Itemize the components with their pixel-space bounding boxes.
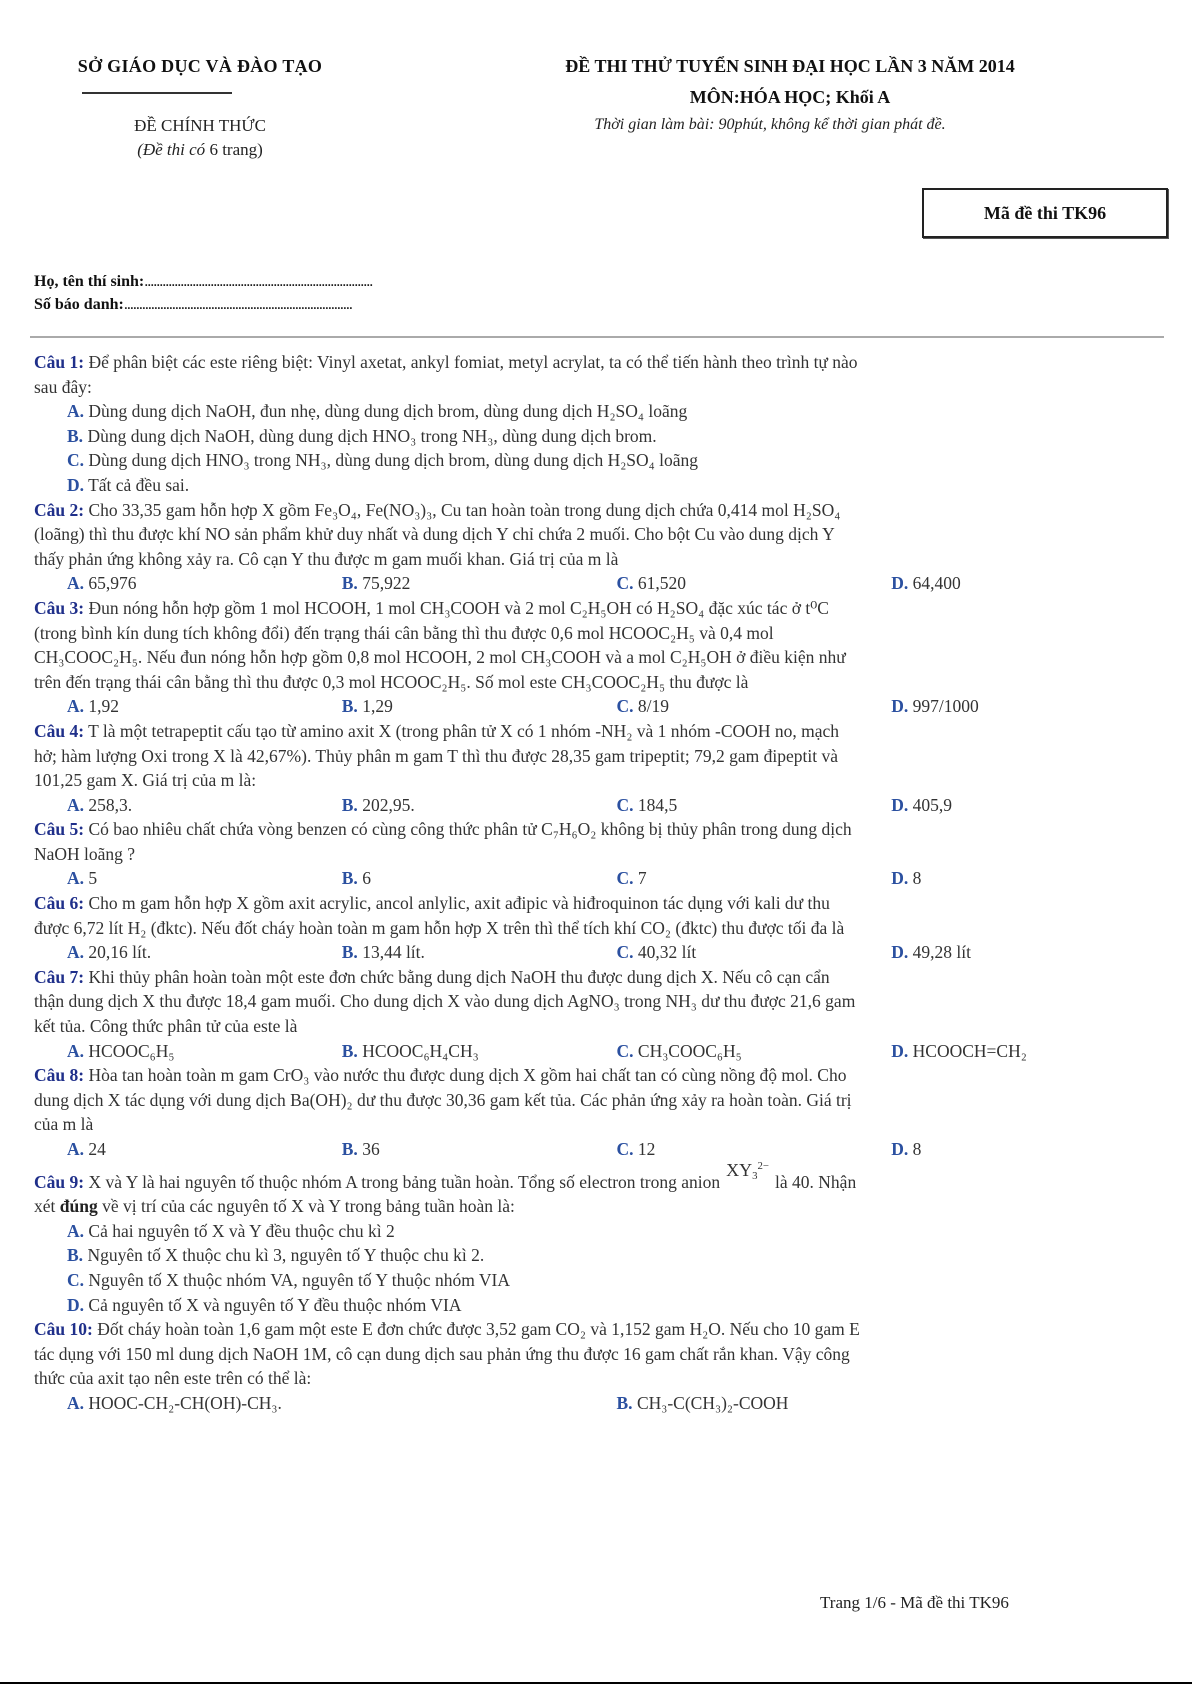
option-a[interactable]: A. 5 — [67, 868, 98, 889]
option-b[interactable]: B. 13,44 lít. — [341, 942, 425, 963]
question-2 — [34, 498, 1166, 596]
option-d[interactable]: D. 997/1000 — [891, 696, 979, 717]
option-b[interactable]: B. Dùng dung dịch NaOH, dùng dung dịch HNO₃ trong NH₃, dùng dung dịch brom. — [67, 425, 657, 446]
option-c[interactable]: C. 40,32 lít — [616, 942, 697, 963]
question-text: sau đây: — [34, 376, 92, 397]
question-text: Cho m gam hỗn hợp X gồm axit acrylic, ancol anlylic, axit ađipic và hiđroquinon tác dụng với kali dư thu — [84, 893, 830, 914]
question-text: thấy phản ứng không xảy ra. Cô cạn Y thu được m gam muối khan. Giá trị của m là — [34, 548, 619, 569]
question-text: tác dụng với 150 ml dung dịch NaOH 1M, cô cạn dung dịch sau phản ứng thu được 16 gam chất rắn khan. Vậy công — [34, 1343, 850, 1364]
question-10 — [34, 1317, 1166, 1415]
options-row — [34, 694, 1166, 719]
question-label: Câu 3: — [34, 597, 85, 618]
exam-subject: MÔN:HÓA HỌC; Khối A — [689, 87, 891, 107]
candidate-name-field[interactable] — [34, 273, 372, 291]
option-a[interactable]: A. 65,976 — [67, 573, 137, 594]
questions-body — [34, 350, 1166, 1416]
options-row — [34, 1391, 1166, 1416]
question-text: thức của axit tạo nên este trên có thể là: — [34, 1368, 312, 1389]
option-a[interactable]: A. 24 — [67, 1139, 106, 1159]
page-count-rest: 6 trang) — [209, 140, 263, 159]
section-divider — [30, 336, 1164, 338]
question-text: Cho 33,35 gam hỗn hợp X gồm Fe₃O₄, Fe(NO₃)₃, Cu tan hoàn toàn trong dung dịch chứa 0,414 mol H₂SO₄ — [84, 499, 841, 520]
option-a[interactable]: A. Cả hai nguyên tố X và Y đều thuộc chu kì 2 — [67, 1220, 395, 1241]
department-title: SỞ GIÁO DỤC VÀ ĐÀO TẠO — [77, 56, 323, 76]
question-label: Câu 9: — [34, 1171, 85, 1192]
page-count-note — [40, 140, 360, 160]
option-a[interactable]: A. Dùng dung dịch NaOH, đun nhẹ, dùng dung dịch brom, dùng dung dịch H₂SO₄ loãng — [67, 401, 688, 422]
question-text: Khi thủy phân hoàn toàn một este đơn chức bằng dung dịch NaOH thu được dung dịch X. Nếu cô cạn cẩn — [84, 966, 830, 987]
question-text: Để phân biệt các este riêng biệt: Vinyl axetat, ankyl fomiat, metyl acrylat, ta có thể tiến hành theo trình tự nào — [84, 352, 858, 372]
question-label: Câu 7: — [34, 966, 85, 987]
question-text: Có bao nhiêu chất chứa vòng benzen có cùng công thức phân tử C₇H₆O₂ không bị thủy phân trong dung dịch — [84, 819, 852, 840]
question-4 — [34, 719, 1166, 817]
option-b[interactable]: B. 1,29 — [341, 696, 393, 717]
question-text: dung dịch X tác dụng với dung dịch Ba(OH)₂ dư thu được 30,36 gam kết tủa. Các phản ứng xảy ra hoàn toàn. Giá trị — [34, 1089, 852, 1110]
question-3 — [34, 596, 1166, 719]
option-c[interactable]: C. 61,520 — [616, 573, 687, 594]
option-c[interactable]: C. 7 — [616, 868, 647, 889]
question-text: (trong bình kín dung tích không đổi) đến trạng thái cân bằng thì thu được 0,6 mol HCOOC₂H₅ và 0,4 mol — [34, 622, 774, 643]
exam-time: Thời gian làm bài: 90phút, không kể thời gian phát đề. — [594, 116, 946, 133]
option-c[interactable]: C. Nguyên tố X thuộc nhóm VA, nguyên tố Y thuộc nhóm VIA — [67, 1269, 510, 1290]
question-text: kết tủa. Công thức phân tử của este là — [34, 1016, 298, 1037]
candidate-id-field[interactable] — [34, 296, 352, 314]
exam-title: ĐỀ THI THỬ TUYỂN SINH ĐẠI HỌC LẦN 3 NĂM 2014 — [565, 56, 1015, 76]
options-row — [34, 1137, 1166, 1162]
anion-formula: $XY_3^{2-}$ — [726, 1159, 770, 1182]
question-text: là 40. Nhận — [775, 1171, 857, 1192]
option-c[interactable]: C. 8/19 — [616, 696, 670, 717]
question-label: Câu 6: — [34, 893, 85, 914]
option-d[interactable]: D. 405,9 — [891, 794, 953, 815]
option-d[interactable]: D. Cả nguyên tố X và nguyên tố Y đều thuộc nhóm VIA — [67, 1294, 462, 1315]
question-5 — [34, 817, 1166, 891]
candidate-name-dots[interactable]: ............................................................................ — [144, 273, 373, 290]
exam-code-box — [922, 188, 1168, 238]
options-row — [34, 571, 1166, 596]
question-text: Đun nóng hỗn hợp gồm 1 mol HCOOH, 1 mol CH₃COOH và 2 mol C₂H₅OH có H₂SO₄ đặc xúc tác ở t⁰C — [84, 597, 829, 618]
option-b[interactable]: B. 75,922 — [341, 573, 411, 594]
official-label: ĐỀ CHÍNH THỨC — [134, 116, 266, 135]
question-text: CH₃COOC₂H₅. Nếu đun nóng hỗn hợp gồm 0,8 mol HCOOH, 2 mol CH₃COOH và a mol C₂H₅OH ở điều kiện như — [34, 647, 846, 668]
option-b[interactable]: B. 36 — [341, 1139, 380, 1159]
page-count-italic: (Đề thi có — [137, 140, 206, 159]
option-c[interactable]: C. 184,5 — [616, 794, 678, 815]
question-1 — [34, 350, 1166, 498]
question-7 — [34, 965, 1166, 1063]
candidate-id-label: Số báo danh: — [34, 296, 124, 313]
question-text: của m là — [34, 1114, 94, 1135]
header-divider — [82, 92, 232, 94]
exam-code: Mã đề thi TK96 — [983, 202, 1107, 223]
options-row — [34, 940, 1166, 965]
question-text: X và Y là hai nguyên tố thuộc nhóm A trong bảng tuần hoàn. Tổng số electron trong anion — [84, 1171, 721, 1192]
question-label: Câu 4: — [34, 720, 85, 741]
question-8 — [34, 1063, 1166, 1161]
question-label: Câu 8: — [34, 1065, 85, 1086]
page-footer: Trang 1/6 - Mã đề thi TK96 — [820, 1593, 1009, 1612]
options-row — [34, 793, 1166, 818]
option-d[interactable]: D. 8 — [891, 868, 922, 889]
option-b[interactable]: B. 6 — [341, 868, 371, 889]
option-d[interactable]: D. 64,400 — [891, 573, 961, 594]
question-text: (loãng) thì thu được khí NO sản phẩm khử duy nhất và dung dịch Y chỉ chứa 2 muối. Cho bột Cu vào dung dịch Y — [34, 524, 835, 545]
question-label: Câu 1: — [34, 352, 85, 372]
option-d[interactable]: D. 8 — [891, 1139, 922, 1159]
question-9: Câu 9: X và Y là hai nguyên tố thuộc nhóm A trong bảng tuần hoàn. Tổng số electron trong anionXY$_3^{2-}$là 40. Nhận xét đúng về vị trí của các nguyên tố X và Y trong bảng tuần hoàn là: A. Cả hai nguyên tố X và Y đều thuộc chu kì 2 B. Nguyên tố X thuộc chu kì 3, nguyên tố Y thuộc chu kì 2. C. Nguyên tố X thuộc nhóm VA, nguyên tố Y thuộc nhóm VIA D. Cả nguyên tố X và nguyên tố Y đều thuộc nhóm VIA — [34, 1170, 1166, 1318]
option-a[interactable]: A. 20,16 lít. — [67, 942, 152, 963]
option-b[interactable]: B. HCOOC₆H₄CH₃ — [341, 1040, 479, 1061]
option-b[interactable]: B. CH₃-C(CH₃)₂-COOH — [616, 1392, 789, 1413]
question-text: trên đến trạng thái cân bằng thì thu được 0,3 mol HCOOC₂H₅. Số mol este CH₃COOC₂H₅ thu được là — [34, 671, 749, 692]
option-d[interactable]: D. Tất cả đều sai. — [67, 474, 190, 495]
question-text: Hòa tan hoàn toàn m gam CrO₃ vào nước thu được dung dịch X gồm hai chất tan có cùng nồng độ mol. Cho — [84, 1065, 847, 1086]
option-a[interactable]: A. HCOOC₆H₅ — [67, 1040, 175, 1061]
question-text: thận dung dịch X thu được 18,4 gam muối. Cho dung dịch X vào dung dịch AgNO₃ trong NH₃ dư thu được 21,6 gam — [34, 991, 856, 1012]
option-c[interactable]: C. CH₃COOC₆H₅ — [616, 1040, 742, 1061]
question-text: hở; hàm lượng Oxi trong X là 42,67%). Thủy phân m gam T thì thu được 28,35 gam tripeptit; 79,2 gam đipeptit và — [34, 745, 839, 766]
question-text: 101,25 gam X. Giá trị của m là: — [34, 770, 257, 791]
question-label: Câu 5: — [34, 819, 85, 840]
question-text: T là một tetrapeptit cấu tạo từ amino axit X (trong phân tử X có 1 nhóm -NH₂ và 1 nhóm -COOH no, mạch — [84, 720, 839, 741]
option-b[interactable]: B. 202,95. — [341, 794, 415, 815]
emphasis-correct: đúng — [59, 1196, 98, 1217]
question-text: được 6,72 lít H₂ (đktc). Nếu đốt cháy hoàn toàn m gam hỗn hợp X trên thì thể tích khí CO₂ (đktc) thu được tối đa là — [34, 917, 845, 938]
candidate-name-label: Họ, tên thí sinh: — [34, 273, 145, 290]
candidate-id-dots[interactable]: ............................................................................ — [123, 296, 352, 313]
option-a[interactable]: A. 258,3. — [67, 794, 133, 815]
question-text: NaOH loãng ? — [34, 843, 136, 864]
options-row — [34, 866, 1166, 891]
option-d[interactable]: D. HCOOCH=CH₂ — [891, 1040, 1027, 1061]
option-c[interactable]: C. 12 — [616, 1139, 656, 1159]
question-6 — [34, 891, 1166, 965]
option-c[interactable]: C. Dùng dung dịch HNO₃ trong NH₃, dùng dung dịch brom, dùng dung dịch H₂SO₄ loãng — [67, 450, 699, 471]
option-a[interactable]: A. 1,92 — [67, 696, 120, 717]
option-a[interactable]: A. HOOC-CH₂-CH(OH)-CH₃. — [67, 1392, 282, 1413]
question-text: Đốt cháy hoàn toàn 1,6 gam một este E đơn chức được 3,52 gam CO₂ và 1,152 gam H₂O. Nếu cho 10 gam E — [92, 1319, 860, 1340]
question-label: Câu 10: — [34, 1319, 93, 1340]
options-row — [34, 1039, 1166, 1064]
question-label: Câu 2: — [34, 499, 85, 520]
option-b[interactable]: B. Nguyên tố X thuộc chu kì 3, nguyên tố Y thuộc chu kì 2. — [67, 1245, 485, 1266]
option-d[interactable]: D. 49,28 lít — [891, 942, 971, 963]
